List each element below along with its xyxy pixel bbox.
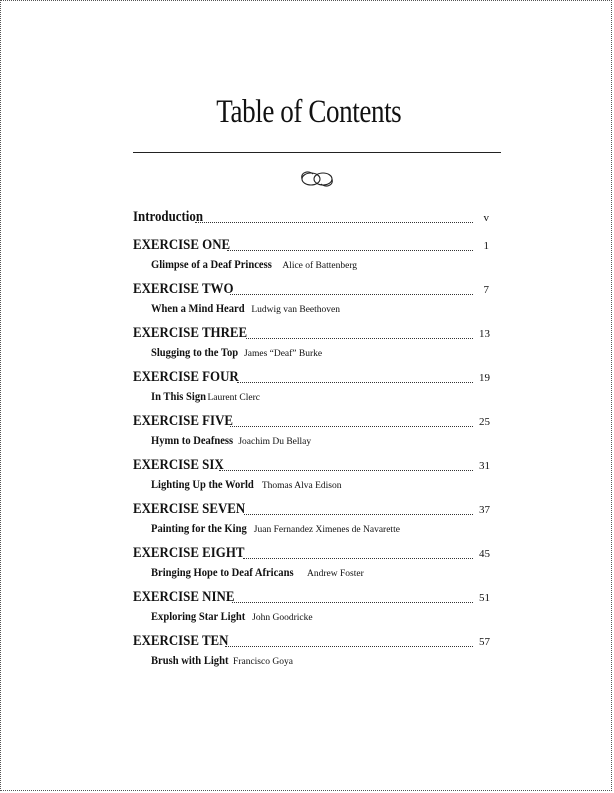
exercise-person: Laurent Clerc — [207, 393, 260, 403]
toc-entry[interactable] — [133, 633, 489, 667]
toc-heading: EXERCISE FIVE — [133, 413, 234, 429]
dot-leader — [237, 382, 473, 383]
exercise-person: James “Deaf” Burke — [244, 349, 323, 359]
exercise-person: Joachim Du Bellay — [238, 437, 312, 447]
toc-page-number: 1 — [483, 240, 489, 252]
exercise-subtitle: Exploring Star Light — [151, 609, 246, 623]
exercise-subtitle: Slugging to the Top — [151, 345, 239, 359]
title-rule — [133, 152, 501, 153]
dot-leader — [244, 514, 473, 515]
toc-entry[interactable] — [133, 413, 489, 447]
toc-heading: EXERCISE EIGHT — [133, 545, 245, 561]
toc-page-number: 37 — [479, 504, 490, 516]
exercise-subtitle: When a Mind Heard — [151, 301, 245, 315]
exercise-person: Alice of Battenberg — [282, 261, 358, 271]
toc-page-number: 51 — [479, 592, 490, 604]
exercise-person: Andrew Foster — [307, 569, 364, 579]
exercise-subtitle: In This Sign — [151, 389, 206, 403]
exercise-subtitle: Hymn to Deafness — [151, 433, 234, 447]
toc-heading: EXERCISE SIX — [133, 457, 224, 473]
toc-entry[interactable] — [133, 237, 489, 271]
toc-page-number: 19 — [479, 372, 490, 384]
dot-leader — [225, 646, 473, 647]
toc-heading: EXERCISE ONE — [133, 237, 231, 253]
exercise-subtitle: Painting for the King — [151, 521, 247, 535]
toc-page-number: 13 — [479, 328, 490, 340]
dot-leader — [230, 426, 473, 427]
toc-page-number: v — [483, 212, 489, 224]
exercise-person: Thomas Alva Edison — [261, 481, 342, 491]
toc-entry[interactable] — [133, 325, 489, 359]
toc-page-number: 25 — [479, 416, 490, 428]
toc-entry-introduction[interactable] — [133, 209, 489, 227]
toc-heading: EXERCISE TEN — [133, 633, 229, 649]
toc-entry[interactable] — [133, 589, 489, 623]
exercise-subtitle: Bringing Hope to Deaf Africans — [151, 565, 294, 579]
exercise-person: Juan Fernandez Ximenes de Navarette — [253, 525, 400, 535]
toc-page-number: 45 — [479, 548, 490, 560]
toc-heading: EXERCISE SEVEN — [133, 501, 246, 517]
exercise-person: John Goodricke — [252, 613, 313, 623]
toc-heading: EXERCISE FOUR — [133, 369, 239, 385]
toc-entry[interactable] — [133, 501, 489, 535]
swirl-ornament-icon — [299, 168, 335, 190]
exercise-subtitle: Lighting Up the World — [151, 477, 254, 491]
toc-entry[interactable] — [133, 545, 489, 579]
exercise-subtitle: Brush with Light — [151, 653, 229, 667]
toc-heading: EXERCISE NINE — [133, 589, 235, 605]
exercise-person: Francisco Goya — [233, 657, 293, 667]
toc-entry[interactable] — [133, 281, 489, 315]
toc-heading: Introduction — [133, 209, 204, 225]
toc-page-number: 31 — [479, 460, 490, 472]
toc-heading: EXERCISE THREE — [133, 325, 248, 341]
exercise-subtitle: Glimpse of a Deaf Princess — [151, 257, 272, 271]
dot-leader — [232, 602, 473, 603]
dot-leader — [243, 558, 473, 559]
toc-page-number: 57 — [479, 636, 490, 648]
dot-leader — [195, 222, 473, 223]
toc-entry[interactable] — [133, 457, 489, 491]
dot-leader — [246, 338, 473, 339]
toc-entry[interactable] — [133, 369, 489, 403]
toc-page-number: 7 — [483, 284, 489, 296]
page-title: Table of Contents — [216, 94, 402, 130]
toc-heading: EXERCISE TWO — [133, 281, 234, 297]
exercise-person: Ludwig van Beethoven — [251, 305, 340, 315]
dot-leader — [227, 250, 473, 251]
toc-list — [133, 209, 489, 677]
dot-leader — [230, 294, 473, 295]
dot-leader — [219, 470, 473, 471]
